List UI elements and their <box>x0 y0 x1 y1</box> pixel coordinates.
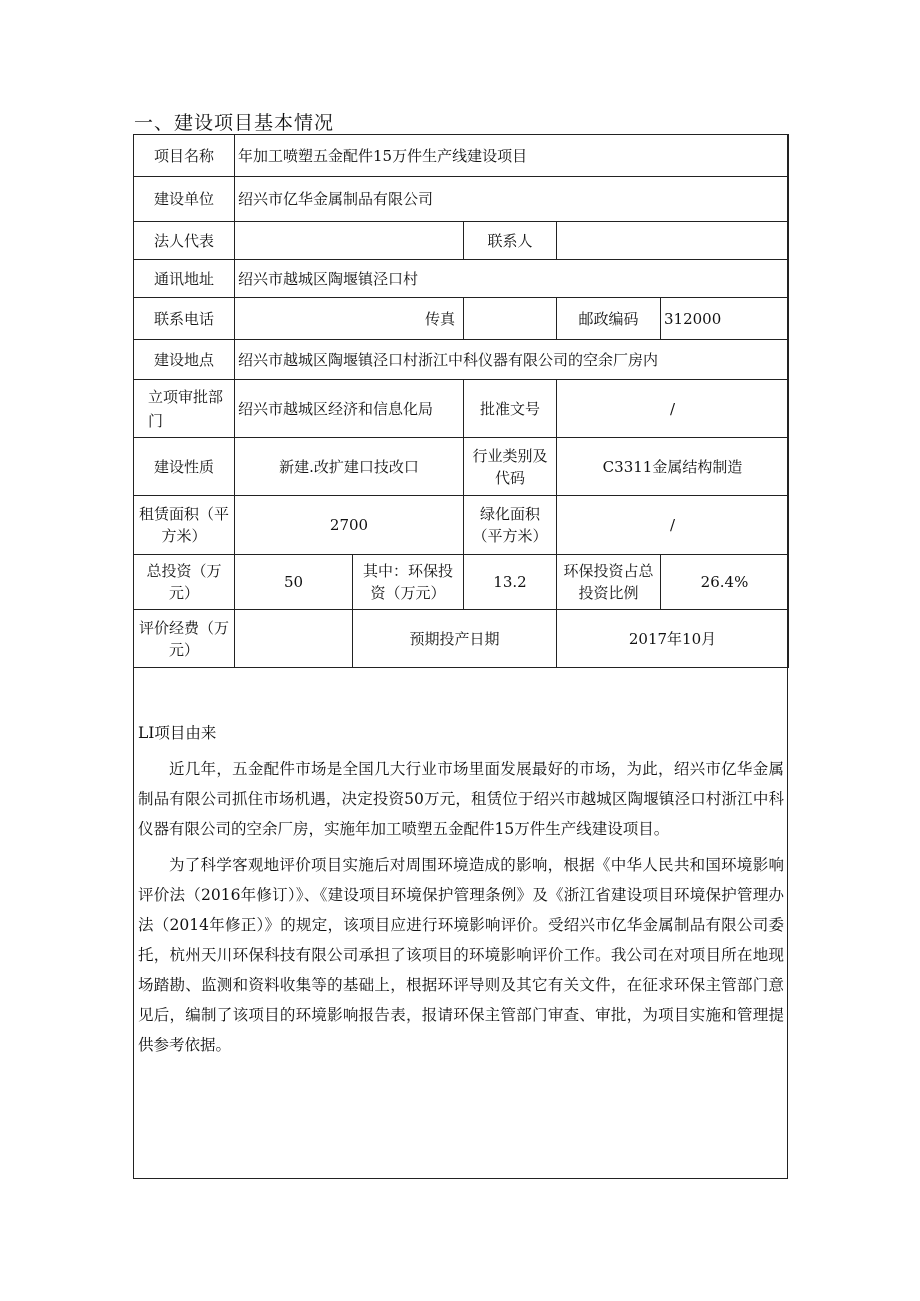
site-value: 绍兴市越城区陶堰镇泾口村浙江中科仪器有限公司的空余厂房内 <box>235 340 789 380</box>
industry-label: 行业类别及代码 <box>464 438 557 496</box>
row-project-name <box>134 135 789 177</box>
approval-no-label: 批准文号 <box>464 380 557 438</box>
nature-value: 新建.改扩建口技改口 <box>235 438 464 496</box>
total-invest-value: 50 <box>235 555 353 610</box>
lease-area-label: 租赁面积（平方米） <box>134 496 235 555</box>
project-name-value: 年加工喷塑五金配件15万件生产线建设项目 <box>235 135 789 177</box>
contact-label: 联系人 <box>464 222 557 260</box>
section-title: 一、建设项目基本情况 <box>134 112 335 134</box>
approval-no-value: / <box>557 380 789 438</box>
fax-value <box>464 298 557 340</box>
green-area-value: / <box>557 496 789 555</box>
origin-paragraph-2: 为了科学客观地评价项目实施后对周围环境造成的影响，根据《中华人民共和国环境影响评价法（2016年修订）》、《建设项目环境保护管理条例》及《浙江省建设项目环境保护管理办法（2014年修正）》的规定，该项目应进行环境影响评价。受绍兴市亿华金属制品有限公司委托，杭州天川环保科技有限公司承担了该项目的环境影响评价工作。我公司在对项目所在地现场踏勘、监测和资料收集等的基础上，根据环评导则及其它有关文件，在征求环保主管部门意见后，编制了该项目的环境影响报告表，报请环保主管部门审查、审批，为项目实施和管理提供参考依据。 <box>138 856 784 1054</box>
env-ratio-value: 26.4% <box>661 555 789 610</box>
start-date-label: 预期投产日期 <box>353 610 557 668</box>
eval-fee-value <box>235 610 353 668</box>
address-label: 通讯地址 <box>134 260 235 298</box>
green-area-label: 绿化面积（平方米） <box>464 496 557 555</box>
project-name-label: 项目名称 <box>134 135 235 177</box>
builder-label: 建设单位 <box>134 177 235 222</box>
row-address <box>134 260 789 298</box>
project-info-table <box>133 134 789 668</box>
legal-rep-value <box>235 222 464 260</box>
env-invest-value: 13.2 <box>464 555 557 610</box>
approval-dept-value: 绍兴市越城区经济和信息化局 <box>235 380 464 438</box>
row-legal-rep <box>134 222 789 260</box>
row-builder <box>134 177 789 222</box>
row-phone <box>134 298 789 340</box>
total-invest-label: 总投资（万元） <box>134 555 235 610</box>
legal-rep-label: 法人代表 <box>134 222 235 260</box>
approval-dept-label: 立项审批部门 <box>134 380 235 438</box>
phone-label: 联系电话 <box>134 298 235 340</box>
fax-label: 传真 <box>235 298 464 340</box>
row-eval-fee <box>134 610 789 668</box>
row-nature <box>134 438 789 496</box>
project-origin-section <box>138 718 784 1060</box>
nature-label: 建设性质 <box>134 438 235 496</box>
origin-paragraph-1: 近几年，五金配件市场是全国几大行业市场里面发展最好的市场，为此，绍兴市亿华金属制品有限公司抓住市场机遇，决定投资50万元，租赁位于绍兴市越城区陶堰镇泾口村浙江中科仪器有限公司的空余厂房，实施年加工喷塑五金配件15万件生产线建设项目。 <box>138 760 784 838</box>
postcode-value: 312000 <box>661 298 789 340</box>
row-approval <box>134 380 789 438</box>
eval-fee-label: 评价经费（万元） <box>134 610 235 668</box>
row-area <box>134 496 789 555</box>
start-date-value: 2017年10月 <box>557 610 789 668</box>
env-invest-label: 其中：环保投资（万元） <box>353 555 464 610</box>
row-investment <box>134 555 789 610</box>
lease-area-value: 2700 <box>235 496 464 555</box>
origin-heading: LI项目由来 <box>138 724 217 742</box>
address-value: 绍兴市越城区陶堰镇泾口村 <box>235 260 789 298</box>
builder-value: 绍兴市亿华金属制品有限公司 <box>235 177 789 222</box>
industry-value: C3311金属结构制造 <box>557 438 789 496</box>
env-ratio-label: 环保投资占总投资比例 <box>557 555 661 610</box>
contact-value <box>557 222 789 260</box>
site-label: 建设地点 <box>134 340 235 380</box>
row-site <box>134 340 789 380</box>
postcode-label: 邮政编码 <box>557 298 661 340</box>
